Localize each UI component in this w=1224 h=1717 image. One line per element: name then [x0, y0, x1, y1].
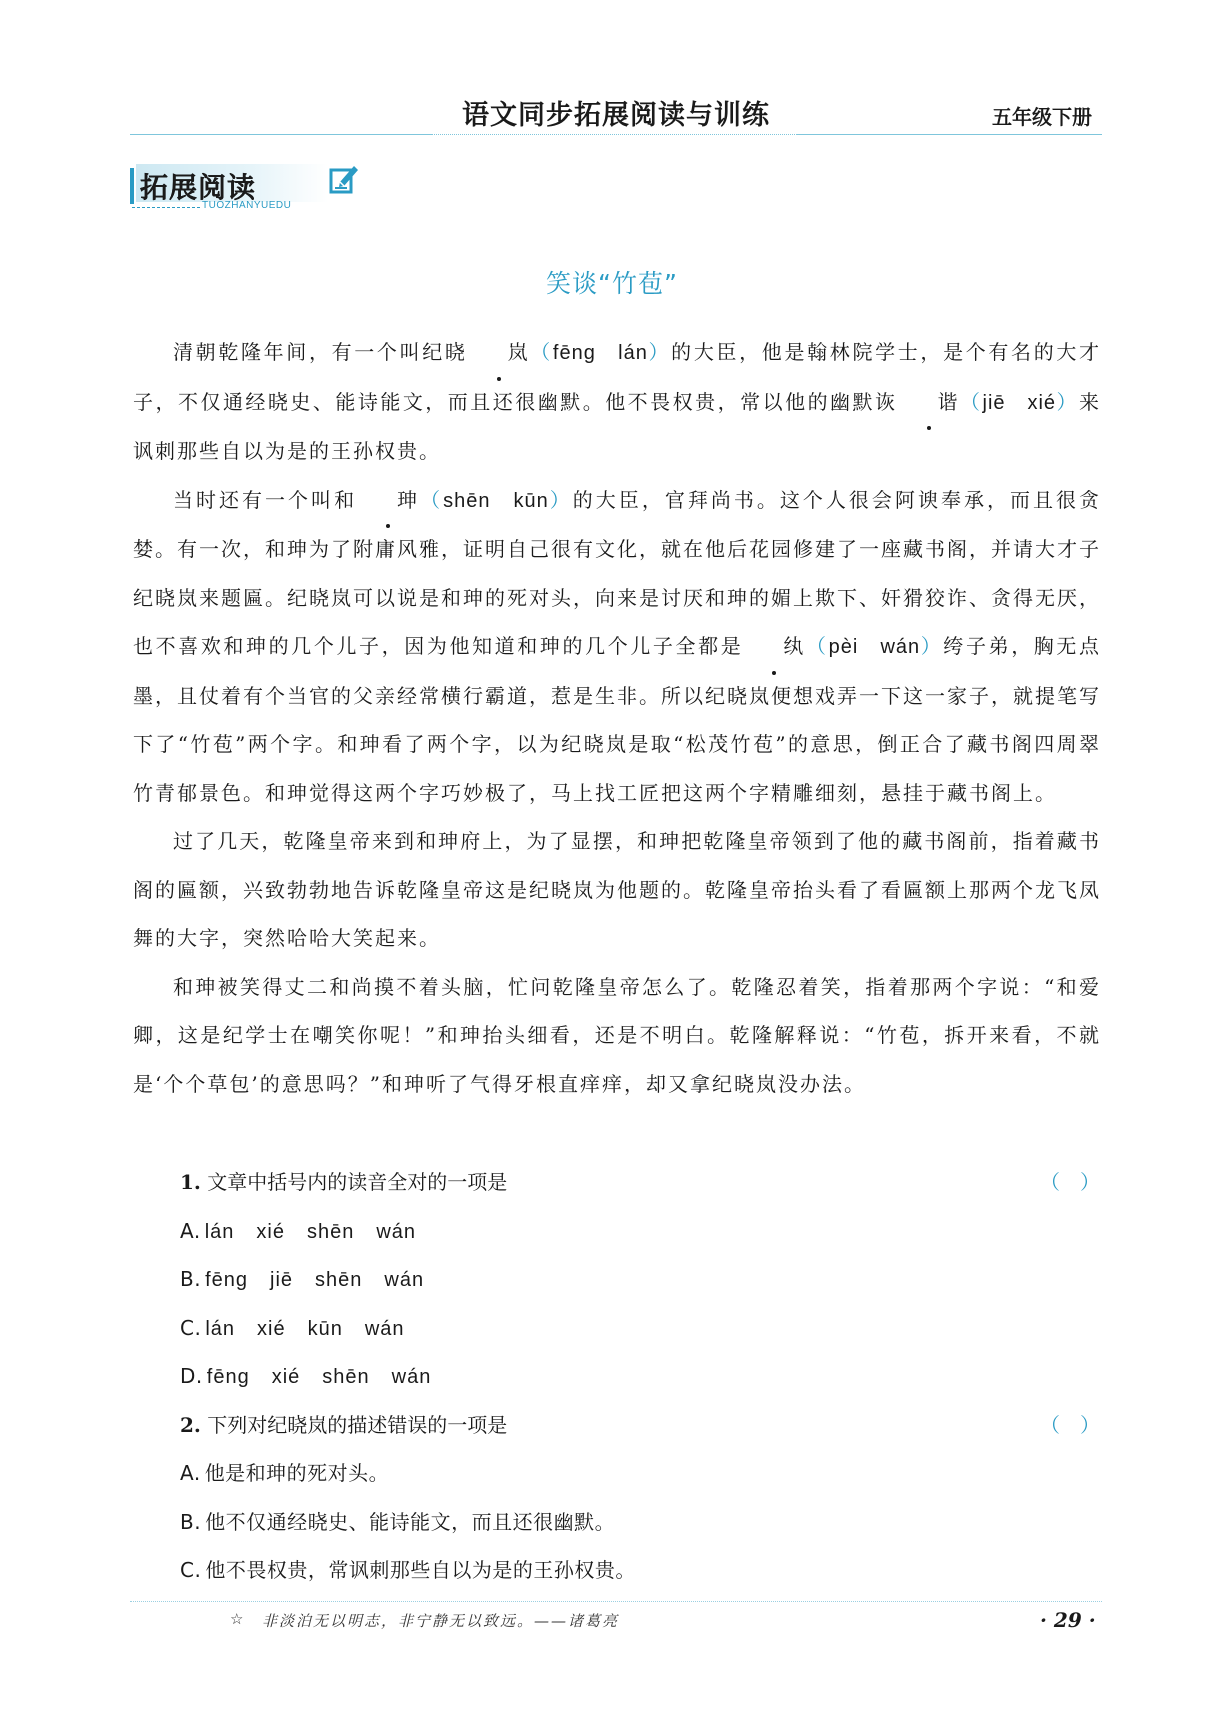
- paragraph-text: 当时还有一个叫和: [173, 487, 358, 512]
- answer-option[interactable]: [180, 1352, 1100, 1401]
- option-pinyin: xié: [256, 1220, 285, 1243]
- option-letter: B.: [180, 1267, 202, 1291]
- answer-option[interactable]: [180, 1449, 1100, 1498]
- answer-option[interactable]: [180, 1207, 1100, 1256]
- answer-option[interactable]: [180, 1304, 1100, 1353]
- answer-blank[interactable]: （ ）: [1040, 1412, 1100, 1437]
- paragraph-text: 的大臣，他是翰林院学士，是个有名的大才子，不仅通经晓史、能诗能文，而且还很幽默。他不畏权贵，常以他的幽默诙: [133, 340, 1102, 414]
- answer-option[interactable]: [180, 1498, 1100, 1547]
- answer-option[interactable]: [180, 1546, 1100, 1595]
- option-letter: B.: [180, 1509, 202, 1534]
- paragraph-text: 和珅被笑得丈二和尚摸不着头脑，忙问乾隆皇帝怎么了。乾隆忍着笑，指着那两个字说：“和爱卿，这是纪学士在嘲笑你呢！”和珅抬头细看，还是不明白。乾隆解释说：“竹苞，拆开来看，不就是‘个个草包’的意思吗？”和珅听了气得牙根直痒痒，却又拿纪晓岚没办法。: [133, 974, 1101, 1096]
- star-icon: ☆: [230, 1610, 244, 1628]
- question-number: 2.: [180, 1412, 201, 1437]
- option-text: 他不畏权贵，常讽刺那些自以为是的王孙权贵。: [205, 1558, 636, 1582]
- footer-quote: 非淡泊无以明志，非宁静无以致远。——诸葛亮: [262, 1612, 620, 1630]
- page-number: · 29 ·: [1040, 1608, 1096, 1632]
- pinyin-bracket: （: [419, 487, 444, 512]
- emphasized-character: 谐: [898, 378, 960, 427]
- pinyin-bracket: （: [805, 634, 829, 658]
- pencil-edit-icon: [328, 162, 360, 196]
- option-pinyin: shēn: [322, 1366, 370, 1388]
- paragraph-text: 的大臣，官拜尚书。这个人很会阿谀奉承，而且很贪婪。有一次，和珅为了附庸风雅，证明自己很有文化，就在他后花园修建了一座藏书阁，并请大才子纪晓岚来题匾。纪晓岚可以说是和珅的死对头，向来是讨厌和珅的媚上欺下、奸猾狡诈、贪得无厌，也不喜欢和珅的几个儿子，因为他知道和珅的几个儿子全都是: [133, 487, 1102, 658]
- option-pinyin: xié: [257, 1317, 286, 1340]
- option-pinyin: wán: [384, 1269, 425, 1291]
- option-letter: A.: [180, 1218, 201, 1243]
- option-text: 他是和珅的死对头。: [204, 1461, 390, 1485]
- section-accent-bar: [130, 168, 134, 204]
- answer-option[interactable]: [180, 1255, 1100, 1304]
- footer-rule: [130, 1601, 1102, 1602]
- option-pinyin: lán: [205, 1317, 236, 1340]
- option-pinyin: fēng: [206, 1366, 250, 1388]
- article-paragraph: [133, 817, 1101, 963]
- section-label: 拓展阅读: [140, 171, 257, 204]
- pinyin-annotation: pèi wán: [828, 636, 921, 658]
- pinyin-annotation: shēn kūn: [443, 489, 549, 512]
- option-letter: D.: [180, 1364, 203, 1388]
- header-rule: [130, 134, 432, 135]
- header-rule: [797, 134, 1102, 135]
- paragraph-text: 来讽刺那些自以为是的王孙权贵。: [133, 389, 1102, 463]
- option-letter: A.: [180, 1461, 201, 1485]
- option-letter: C.: [180, 1315, 202, 1340]
- article-paragraph: [133, 476, 1101, 818]
- question-text: 下列对纪晓岚的描述错误的一项是: [200, 1412, 508, 1437]
- paragraph-text: 清朝乾隆年间，有一个叫纪晓: [173, 340, 468, 364]
- option-pinyin: wán: [376, 1220, 417, 1243]
- book-title: 语文同步拓展阅读与训练: [462, 100, 770, 131]
- emphasized-character: 岚: [468, 328, 530, 377]
- option-pinyin: fēng: [205, 1269, 249, 1291]
- emphasized-character: 珅: [357, 476, 419, 525]
- option-pinyin: shēn: [315, 1269, 363, 1291]
- paragraph-text: 过了几天，乾隆皇帝来到和珅府上，为了显摆，和珅把乾隆皇帝领到了他的藏书阁前，指着藏书阁的匾额，兴致勃勃地告诉乾隆皇帝这是纪晓岚为他题的。乾隆皇帝抬头看了看匾额上那两个龙飞凤舞的大字，突然哈哈大笑起来。: [133, 829, 1101, 950]
- answer-blank[interactable]: （ ）: [1040, 1170, 1100, 1194]
- option-pinyin: wán: [364, 1317, 405, 1340]
- option-pinyin: xié: [271, 1366, 301, 1388]
- question-stem: [180, 1401, 1100, 1450]
- article-paragraph: [133, 328, 1101, 476]
- section-tag: [130, 162, 390, 222]
- emphasized-character: 纨: [743, 622, 805, 671]
- question-stem: [180, 1158, 1100, 1207]
- pinyin-annotation: jiē xié: [982, 391, 1057, 414]
- pinyin-bracket: ）: [647, 340, 672, 364]
- header-rule-dotted: [432, 134, 797, 135]
- option-letter: C.: [180, 1558, 202, 1582]
- pinyin-bracket: （: [959, 389, 983, 414]
- question-text: 文章中括号内的读音全对的一项是: [200, 1170, 508, 1194]
- option-pinyin: lán: [204, 1220, 235, 1243]
- pinyin-bracket: ）: [1056, 389, 1080, 414]
- article-body: [133, 328, 1101, 1108]
- pinyin-annotation: fēng lán: [552, 342, 648, 364]
- option-pinyin: wán: [391, 1366, 432, 1388]
- article-title: 笑谈“竹苞”: [546, 269, 678, 298]
- option-pinyin: jiē: [270, 1269, 294, 1291]
- section-dashes: [132, 207, 200, 208]
- pinyin-bracket: （: [529, 340, 553, 364]
- option-pinyin: shēn: [306, 1220, 355, 1243]
- section-pinyin: TUOZHANYUEDU: [202, 200, 292, 211]
- questions: [180, 1158, 1100, 1595]
- paragraph-text: 绔子弟，胸无点墨，且仗着有个当官的父亲经常横行霸道，惹是生非。所以纪晓岚便想戏弄一下这一家子，就提笔写下了“竹苞”两个字。和珅看了两个字，以为纪晓岚是取“松茂竹苞”的意思，倒正合了藏书阁四周翠竹青郁景色。和珅觉得这两个字巧妙极了，马上找工匠把这两个字精雕细刻，悬挂于藏书阁上。: [133, 634, 1102, 805]
- grade-label: 五年级下册: [992, 105, 1092, 129]
- pinyin-bracket: ）: [548, 487, 573, 512]
- option-pinyin: kūn: [307, 1317, 343, 1340]
- option-text: 他不仅通经晓史、能诗能文，而且还很幽默。: [205, 1509, 616, 1534]
- question-number: 1.: [180, 1170, 201, 1194]
- article-paragraph: [133, 963, 1101, 1109]
- page-header: [0, 0, 1224, 150]
- pinyin-bracket: ）: [920, 634, 944, 658]
